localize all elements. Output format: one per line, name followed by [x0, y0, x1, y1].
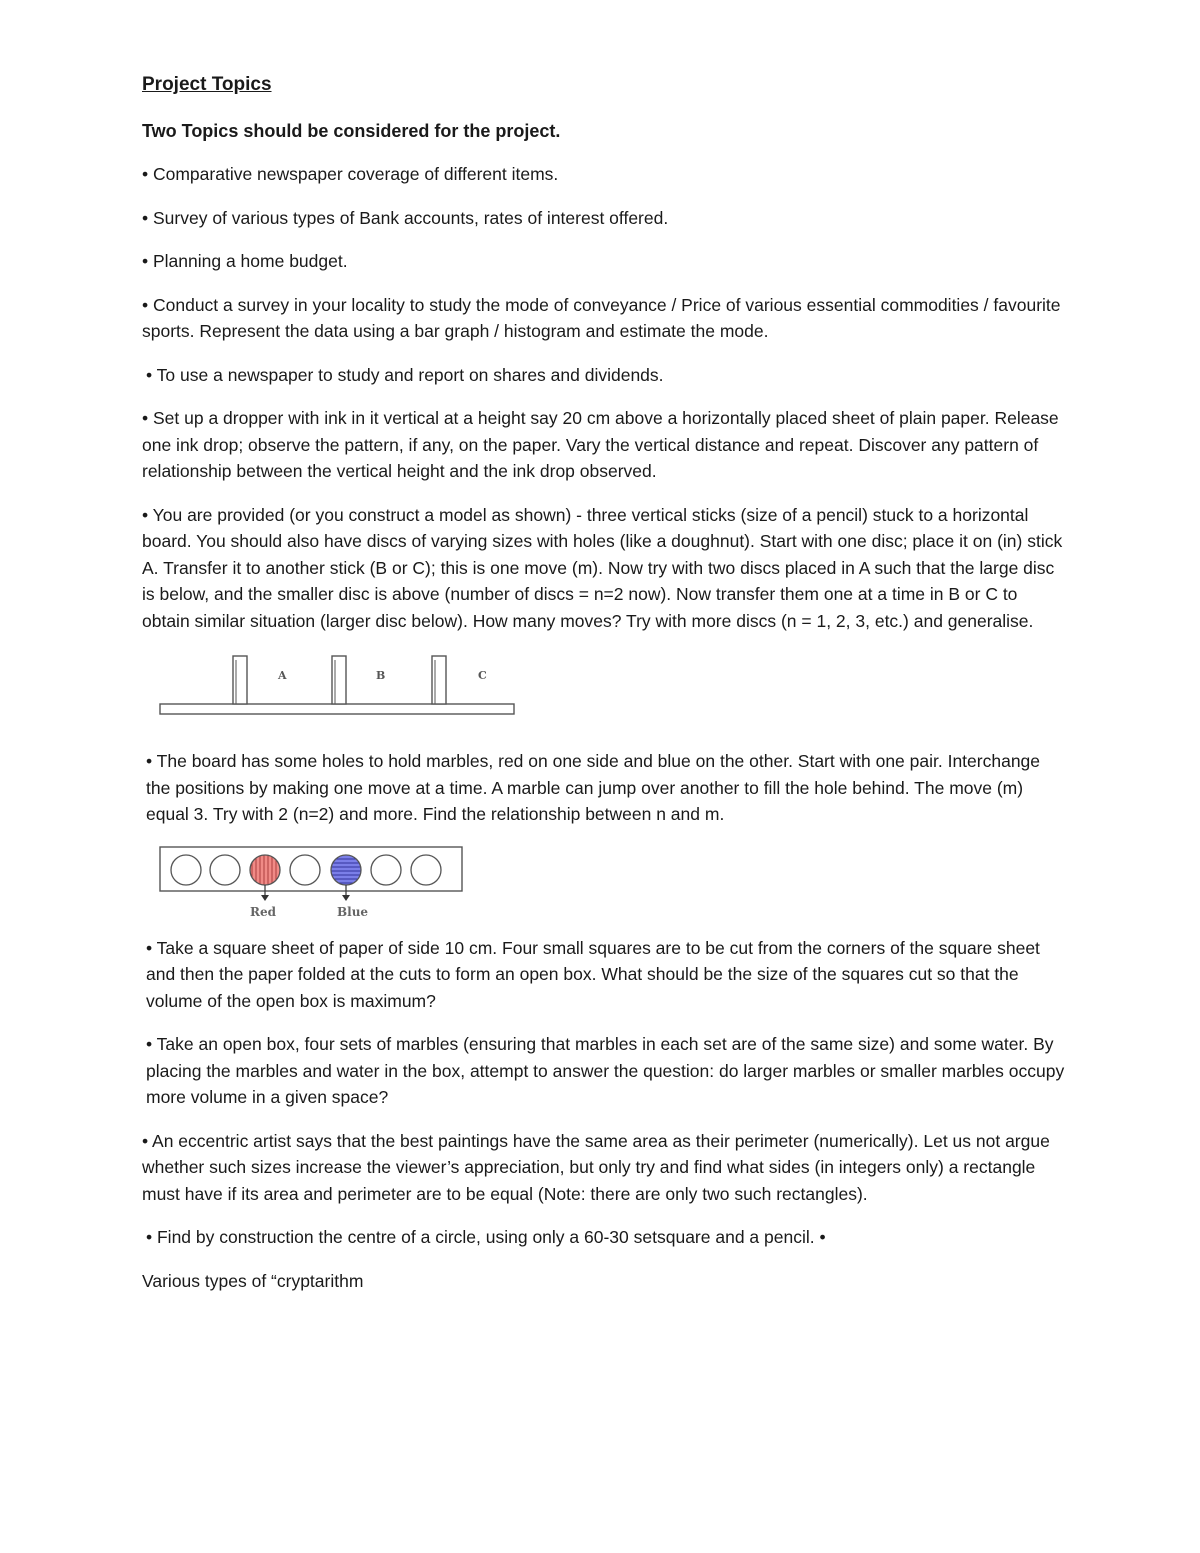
- stick-label-b: B: [376, 669, 386, 682]
- blue-marble: [331, 855, 361, 885]
- list-item: • Take an open box, four sets of marbles (ensuring that marbles in each set are of the same size) and some water. By placing the marbles and water in the box, attempt to answer the question: do larger marbles or smaller marbles occupy more volume in a given space?: [146, 1034, 1065, 1107]
- empty-hole: [210, 855, 240, 885]
- sticks-figure: [158, 652, 518, 722]
- list-item: • Planning a home budget.: [142, 251, 348, 271]
- list-item: • Comparative newspaper coverage of different items.: [142, 164, 559, 184]
- empty-hole: [171, 855, 201, 885]
- footer-text: Various types of “cryptarithm: [142, 1270, 364, 1291]
- page-subtitle: Two Topics should be considered for the project.: [142, 121, 561, 141]
- list-item: • Conduct a survey in your locality to study the mode of conveyance / Price of various essential commodities / favourite sports. Represent the data using a bar graph / histogram and estimate the mode.: [142, 294, 1061, 341]
- list-item: • Take a square sheet of paper of side 10 cm. Four small squares are to be cut from the corners of the square sheet and then the paper folded at the cuts to form an open box. What should be the size of the squares cut so that the volume of the open box is maximum?: [146, 937, 1040, 1011]
- stick-c: [432, 656, 446, 704]
- list-item: • An eccentric artist says that the best paintings have the same area as their perimeter (numerically). Let us not argue whether such sizes increase the viewer’s appreciation, but only try and find what sides (in integers only) a rectangle must have if its area and perimeter are to be equal (Note: there are only two such rectangles).: [142, 1130, 1050, 1204]
- empty-hole: [290, 855, 320, 885]
- list-item: • Find by construction the centre of a circle, using only a 60-30 setsquare and a pencil. •: [146, 1227, 826, 1247]
- list-item: • To use a newspaper to study and report on shares and dividends.: [146, 364, 664, 385]
- board: [160, 704, 514, 714]
- list-item: • Survey of various types of Bank accounts, rates of interest offered.: [142, 207, 669, 228]
- stick-b: [332, 656, 346, 704]
- stick-a: [233, 656, 247, 704]
- empty-hole: [371, 855, 401, 885]
- list-item: • The board has some holes to hold marbles, red on one side and blue on the other. Start with one pair. Interchange the positions by making one move at a time. A marble can jump over another to fill the hole behind. The move (m) equal 3. Try with 2 (n=2) and more. Find the relationship between n and m.: [146, 751, 1041, 824]
- marbles-figure: [158, 845, 468, 925]
- stick-label-a: A: [278, 669, 287, 682]
- empty-hole: [411, 855, 441, 885]
- list-item: • Set up a dropper with ink in it vertical at a height say 20 cm above a horizontally placed sheet of plain paper. Release one ink drop; observe the pattern, if any, on the paper. Vary the vertical distance and repeat. Discover any pattern of relationship between the vertical height and the ink drop observed.: [142, 408, 1059, 481]
- document-page: [142, 72, 1067, 1294]
- stick-label-c: C: [478, 669, 487, 682]
- red-marble: [250, 855, 280, 885]
- blue-label: Blue: [337, 904, 369, 919]
- list-item: • You are provided (or you construct a model as shown) - three vertical sticks (size of a pencil) stuck to a horizontal board. You should also have discs of varying sizes with holes (like a doughnut). Start with one disc; place it on (in) stick A. Transfer it to another stick (B or C); this is one move (m). Now try with two discs placed in A such that the large disc is below, and the smaller disc is above (number of discs = n=2 now). Now transfer them one at a time in B or C to obtain similar situation (larger disc below). How many moves? Try with more discs (n = 1, 2, 3, etc.) and generalise.: [142, 504, 1063, 631]
- page-title: Project Topics: [142, 74, 272, 95]
- red-label: Red: [250, 904, 276, 919]
